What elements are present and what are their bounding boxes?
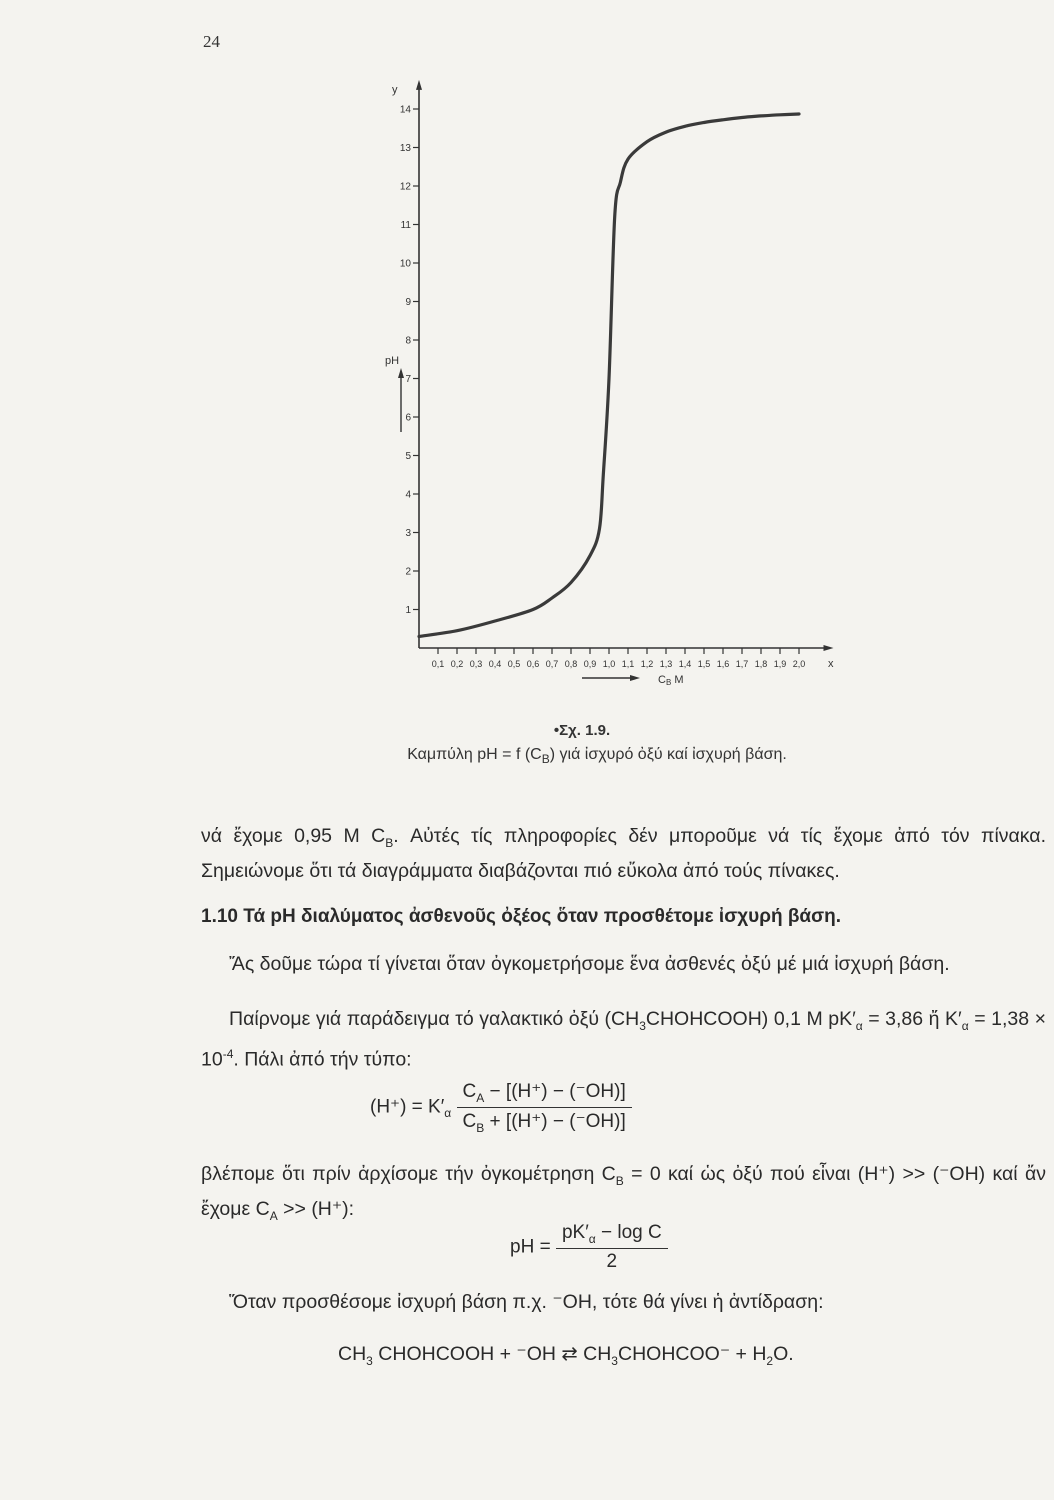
- x-axis-label: CB M: [658, 674, 684, 687]
- x-label-arrow-head: [630, 675, 640, 681]
- x-tick-label: 0,3: [469, 659, 483, 669]
- x-tick-label: 1,1: [621, 659, 635, 669]
- y-tick-label: 2: [405, 566, 411, 578]
- formula-ph-fraction: $\frac{pK'_\alpha - \log C}{2}$: [556, 1222, 668, 1273]
- y-axis-label: pH: [385, 355, 400, 367]
- y-tick-label: 5: [405, 451, 411, 462]
- y-tick-label: 13: [399, 143, 411, 154]
- x-tick-label: 0,9: [583, 659, 597, 669]
- y-tick-label: 4: [405, 489, 411, 501]
- section-heading: 1.10 Τά pH διαλύματος ἀσθενοῦς ὀξέος ὅταν προσθέτομε ἰσχυρή βάση.: [201, 906, 841, 927]
- x-tick-label: 1,7: [735, 659, 749, 669]
- x-axis-arrowhead: [824, 645, 834, 651]
- x-tick-label: 0,7: [545, 659, 559, 669]
- formula-hplus-fraction: $\frac{C_A - [(H^+) - (^-OH)]}{C_B + [(H^+) - (^-OH)]}$: [457, 1080, 632, 1135]
- ph-curve-line: [419, 114, 799, 637]
- x-axis-letter: x: [828, 658, 834, 670]
- y-tick-label: 3: [405, 528, 411, 539]
- y-tick-label: 7: [405, 374, 411, 385]
- y-tick-label: 6: [405, 412, 411, 424]
- x-tick-label: 1,9: [773, 659, 787, 669]
- figure-caption: Καμπύλη pH = f $(C_B)$ γιά ἰσχυρό ὀξύ καί ἰσχυρή βάση.: [407, 746, 787, 767]
- x-tick-label: 2,0: [792, 659, 806, 669]
- y-label-arrow-head: [398, 368, 404, 378]
- x-tick-label: 0,4: [488, 659, 502, 669]
- x-ticks: [432, 648, 806, 669]
- x-tick-label: 0,6: [526, 659, 540, 669]
- y-tick-label: 8: [405, 335, 411, 347]
- figure-label: •Σχ. 1.9.: [553, 722, 611, 739]
- y-tick-label: 14: [399, 104, 411, 116]
- x-tick-label: 0,2: [450, 659, 464, 669]
- x-tick-label: 1,4: [678, 659, 692, 669]
- y-axis-arrowhead: [416, 80, 422, 90]
- y-tick-label: 12: [399, 181, 411, 193]
- x-tick-label: 1,2: [640, 659, 654, 669]
- paragraph-2: Ἄς δοῦμε τώρα τί γίνεται ὅταν ὀγκομετρήσομε ἕνα ἀσθενές ὀξύ μέ μιά ἰσχυρή βάση.: [229, 953, 950, 975]
- x-tick-label: 1,3: [659, 659, 673, 669]
- x-tick-label: 1,6: [716, 659, 730, 669]
- y-axis-letter: y: [392, 84, 398, 96]
- y-ticks: [400, 105, 419, 617]
- y-tick-label: 11: [400, 220, 411, 231]
- page-number: 24: [203, 32, 220, 51]
- paragraph-1: νά ἔχομε 0,95 M $C_B$. Αὐτές τίς πληροφορίες δέν μποροῦμε νά τίς ἔχομε ἀπό τόν πίνακα. Σημειώνομε ὅτι τά διαγράμματα διαβάζονται πιό εὔκολα ἀπό τούς πίνακες.: [201, 825, 1046, 882]
- formula-hplus: $(H^+) = K'_\alpha$ $\frac{C_A - [(H^+) - (^-OH)]}{C_B + [(H^+) - (^-OH)]}$: [370, 1080, 632, 1135]
- formula-ph: pH = $\frac{pK'_\alpha - \log C}{2}$: [510, 1222, 668, 1273]
- reaction-equation: $CH_3$ CHOHCOOH + ⁻OH ⇄ $CH_3CHOHCOO^- + H_2O$.: [338, 1343, 794, 1368]
- titration-chart: [0, 0, 1054, 700]
- y-tick-label: 1: [405, 605, 411, 616]
- paragraph-3: Παίρνομε γιά παράδειγμα τό γαλακτικό ὀξύ $(CH_3CHOHCOOH)$ 0,1 M $pK'_\alpha = 3,86$ ἤ $K'_\alpha = 1,38 \times 10^{-4}$. Πάλι ἀπό τήν τύπο:: [201, 1008, 1047, 1071]
- paragraph-4: βλέπομε ὅτι πρίν ἀρχίσομε τήν ὀγκομέτρηση $C_B = 0$ καί ὡς ὀξύ πού εἶναι (H⁺) >> (⁻OH) καί ἄν ἔχομε $C_A >> (H^+)$:: [201, 1163, 1046, 1223]
- x-tick-label: 1,5: [697, 659, 711, 669]
- y-tick-label: 9: [405, 297, 411, 308]
- x-tick-label: 1,8: [754, 659, 768, 669]
- y-tick-label: 10: [399, 258, 411, 270]
- paragraph-5: Ὅταν προσθέσομε ἰσχυρή βάση π.χ. ⁻OH, τότε θά γίνει ἡ ἀντίδραση:: [229, 1291, 824, 1313]
- x-tick-label: 0,1: [431, 659, 445, 669]
- x-tick-label: 0,8: [564, 659, 578, 669]
- x-tick-label: 0,5: [507, 659, 521, 669]
- x-tick-label: 1,0: [602, 659, 616, 669]
